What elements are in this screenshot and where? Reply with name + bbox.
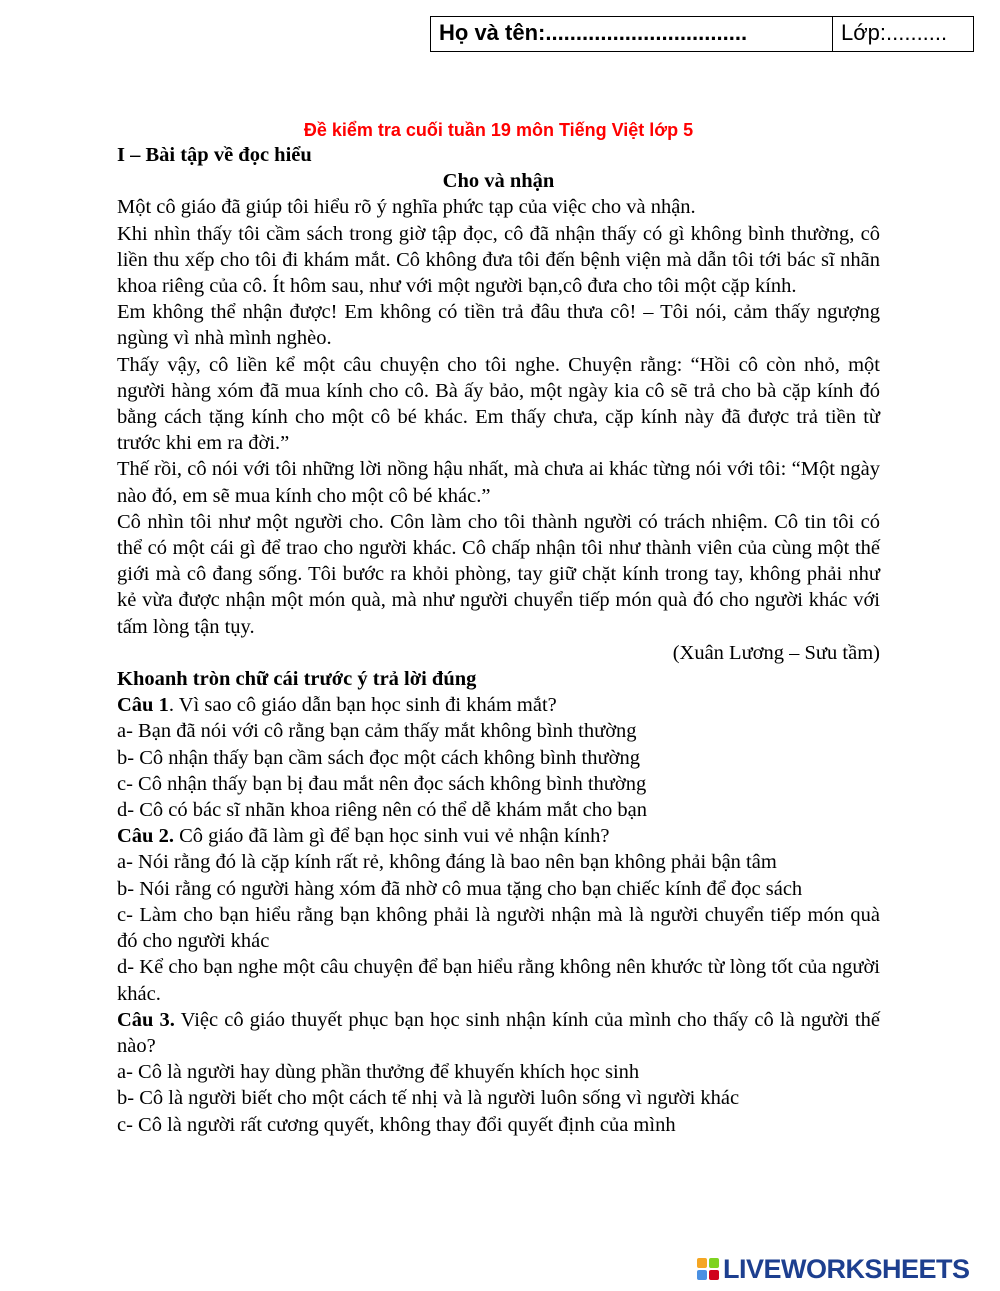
student-info-box (430, 16, 974, 52)
story-paragraph: Thế rồi, cô nói với tôi những lời nồng hậu nhất, mà chưa ai khác từng nói với tôi: “Một ngày nào đó, em sẽ mua kính cho một cô bé khác.” (117, 458, 880, 507)
answer-option[interactable]: a- Cô là người hay dùng phần thưởng để khuyến khích học sinh (117, 1061, 640, 1084)
exam-title: Đề kiểm tra cuối tuần 19 môn Tiếng Việt lớp 5 (303, 120, 694, 140)
answer-option[interactable]: b- Nói rằng có người hàng xóm đã nhờ cô mua tặng cho bạn chiếc kính để đọc sách (117, 877, 803, 900)
story-paragraph: Em không thể nhận được! Em không có tiền trả đâu thưa cô! – Tôi nói, cảm thấy ngượng ngùng vì nhà mình nghèo. (117, 301, 880, 350)
answer-option[interactable]: c- Làm cho bạn hiểu rằng bạn không phải là người nhận mà là người chuyển tiếp món quà đó cho người khác (117, 903, 880, 953)
story-paragraph: Cô nhìn tôi như một người cho. Côn làm cho tôi thành người có trách nhiệm. Cô tin tôi có thể có một cái gì để trao cho người khác. Cô chấp nhận tôi như thành viên của cùng một thế giới mà cô đang sống. Tôi bước ra khỏi phòng, tay giữ chặt kính trong tay, không phải như kẻ vừa được nhận một món quà, mà như người chuyển tiếp món quà đó cho người khác với tấm lòng tận tụy. (117, 510, 880, 638)
section-heading: I – Bài tập về đọc hiểu (117, 144, 312, 166)
question-text: Việc cô giáo thuyết phục bạn học sinh nhận kính của mình cho thấy cô là người thế nào? (117, 1008, 880, 1057)
worksheet-content (117, 118, 880, 1138)
question-text: . Vì sao cô giáo dẫn bạn học sinh đi khám mắt? (168, 694, 557, 717)
class-field[interactable]: Lớp:.......... (841, 20, 948, 45)
question-1 (117, 692, 880, 718)
logo-grid-icon (697, 1258, 719, 1280)
answer-option[interactable]: b- Cô nhận thấy bạn cầm sách đọc một cách không bình thường (117, 746, 640, 769)
story-source: (Xuân Lương – Sưu tầm) (672, 641, 880, 664)
instruction: Khoanh tròn chữ cái trước ý trả lời đúng (117, 668, 477, 691)
story-paragraph: Khi nhìn thấy tôi cầm sách trong giờ tập đọc, cô đã nhận thấy có gì không bình thường, cô liền thu xếp cho tôi đi khám mắt. Cô không đưa tôi đến bệnh viện mà dẫn tôi tới bác sĩ nhãn khoa riêng của cô. Ít hôm sau, như với một người bạn,cô đưa cho tôi một cặp kính. (117, 222, 880, 298)
question-label: Câu 2. (117, 825, 174, 848)
answer-option[interactable]: c- Cô là người rất cương quyết, không thay đổi quyết định của mình (117, 1113, 676, 1136)
logo-text: LIVEWORKSHEETS (723, 1254, 970, 1284)
question-label: Câu 1 (117, 694, 169, 717)
question-text: Cô giáo đã làm gì để bạn học sinh vui vẻ nhận kính? (173, 825, 610, 848)
liveworksheets-logo (697, 1256, 970, 1282)
answer-option[interactable]: b- Cô là người biết cho một cách tế nhị và là người luôn sống vì người khác (117, 1087, 740, 1110)
story-paragraph: Một cô giáo đã giúp tôi hiểu rõ ý nghĩa phức tạp của việc cho và nhận. (117, 196, 696, 219)
story-title: Cho và nhận (442, 170, 555, 193)
answer-option[interactable]: c- Cô nhận thấy bạn bị đau mắt nên đọc sách không bình thường (117, 772, 647, 795)
answer-option[interactable]: a- Bạn đã nói với cô rằng bạn cảm thấy mắt không bình thường (117, 720, 637, 743)
answer-option[interactable]: d- Kể cho bạn nghe một câu chuyện để bạn hiểu rằng không nên khước từ lòng tốt của người khác. (117, 956, 880, 1005)
question-2 (117, 823, 880, 849)
question-3 (117, 1007, 880, 1059)
answer-option[interactable]: a- Nói rằng đó là cặp kính rất rẻ, không đáng là bao nên bạn không phải bận tâm (117, 851, 777, 874)
answer-option[interactable]: d- Cô có bác sĩ nhãn khoa riêng nên có thể dễ khám mắt cho bạn (117, 799, 647, 822)
student-name-field[interactable]: Họ và tên:................................. (431, 17, 833, 51)
question-label: Câu 3. (117, 1008, 175, 1031)
story-paragraph: Thấy vậy, cô liền kể một câu chuyện cho tôi nghe. Chuyện rằng: “Hồi cô còn nhỏ, một người hàng xóm đã mua kính cho cô. Bà ấy bảo, một ngày kia cô sẽ trả cho bà cặp kính đó bằng cách tặng kính cho một cô bé khác. Em thấy chưa, cặp kính này đã được trả tiền từ trước khi em ra đời.” (117, 353, 880, 455)
